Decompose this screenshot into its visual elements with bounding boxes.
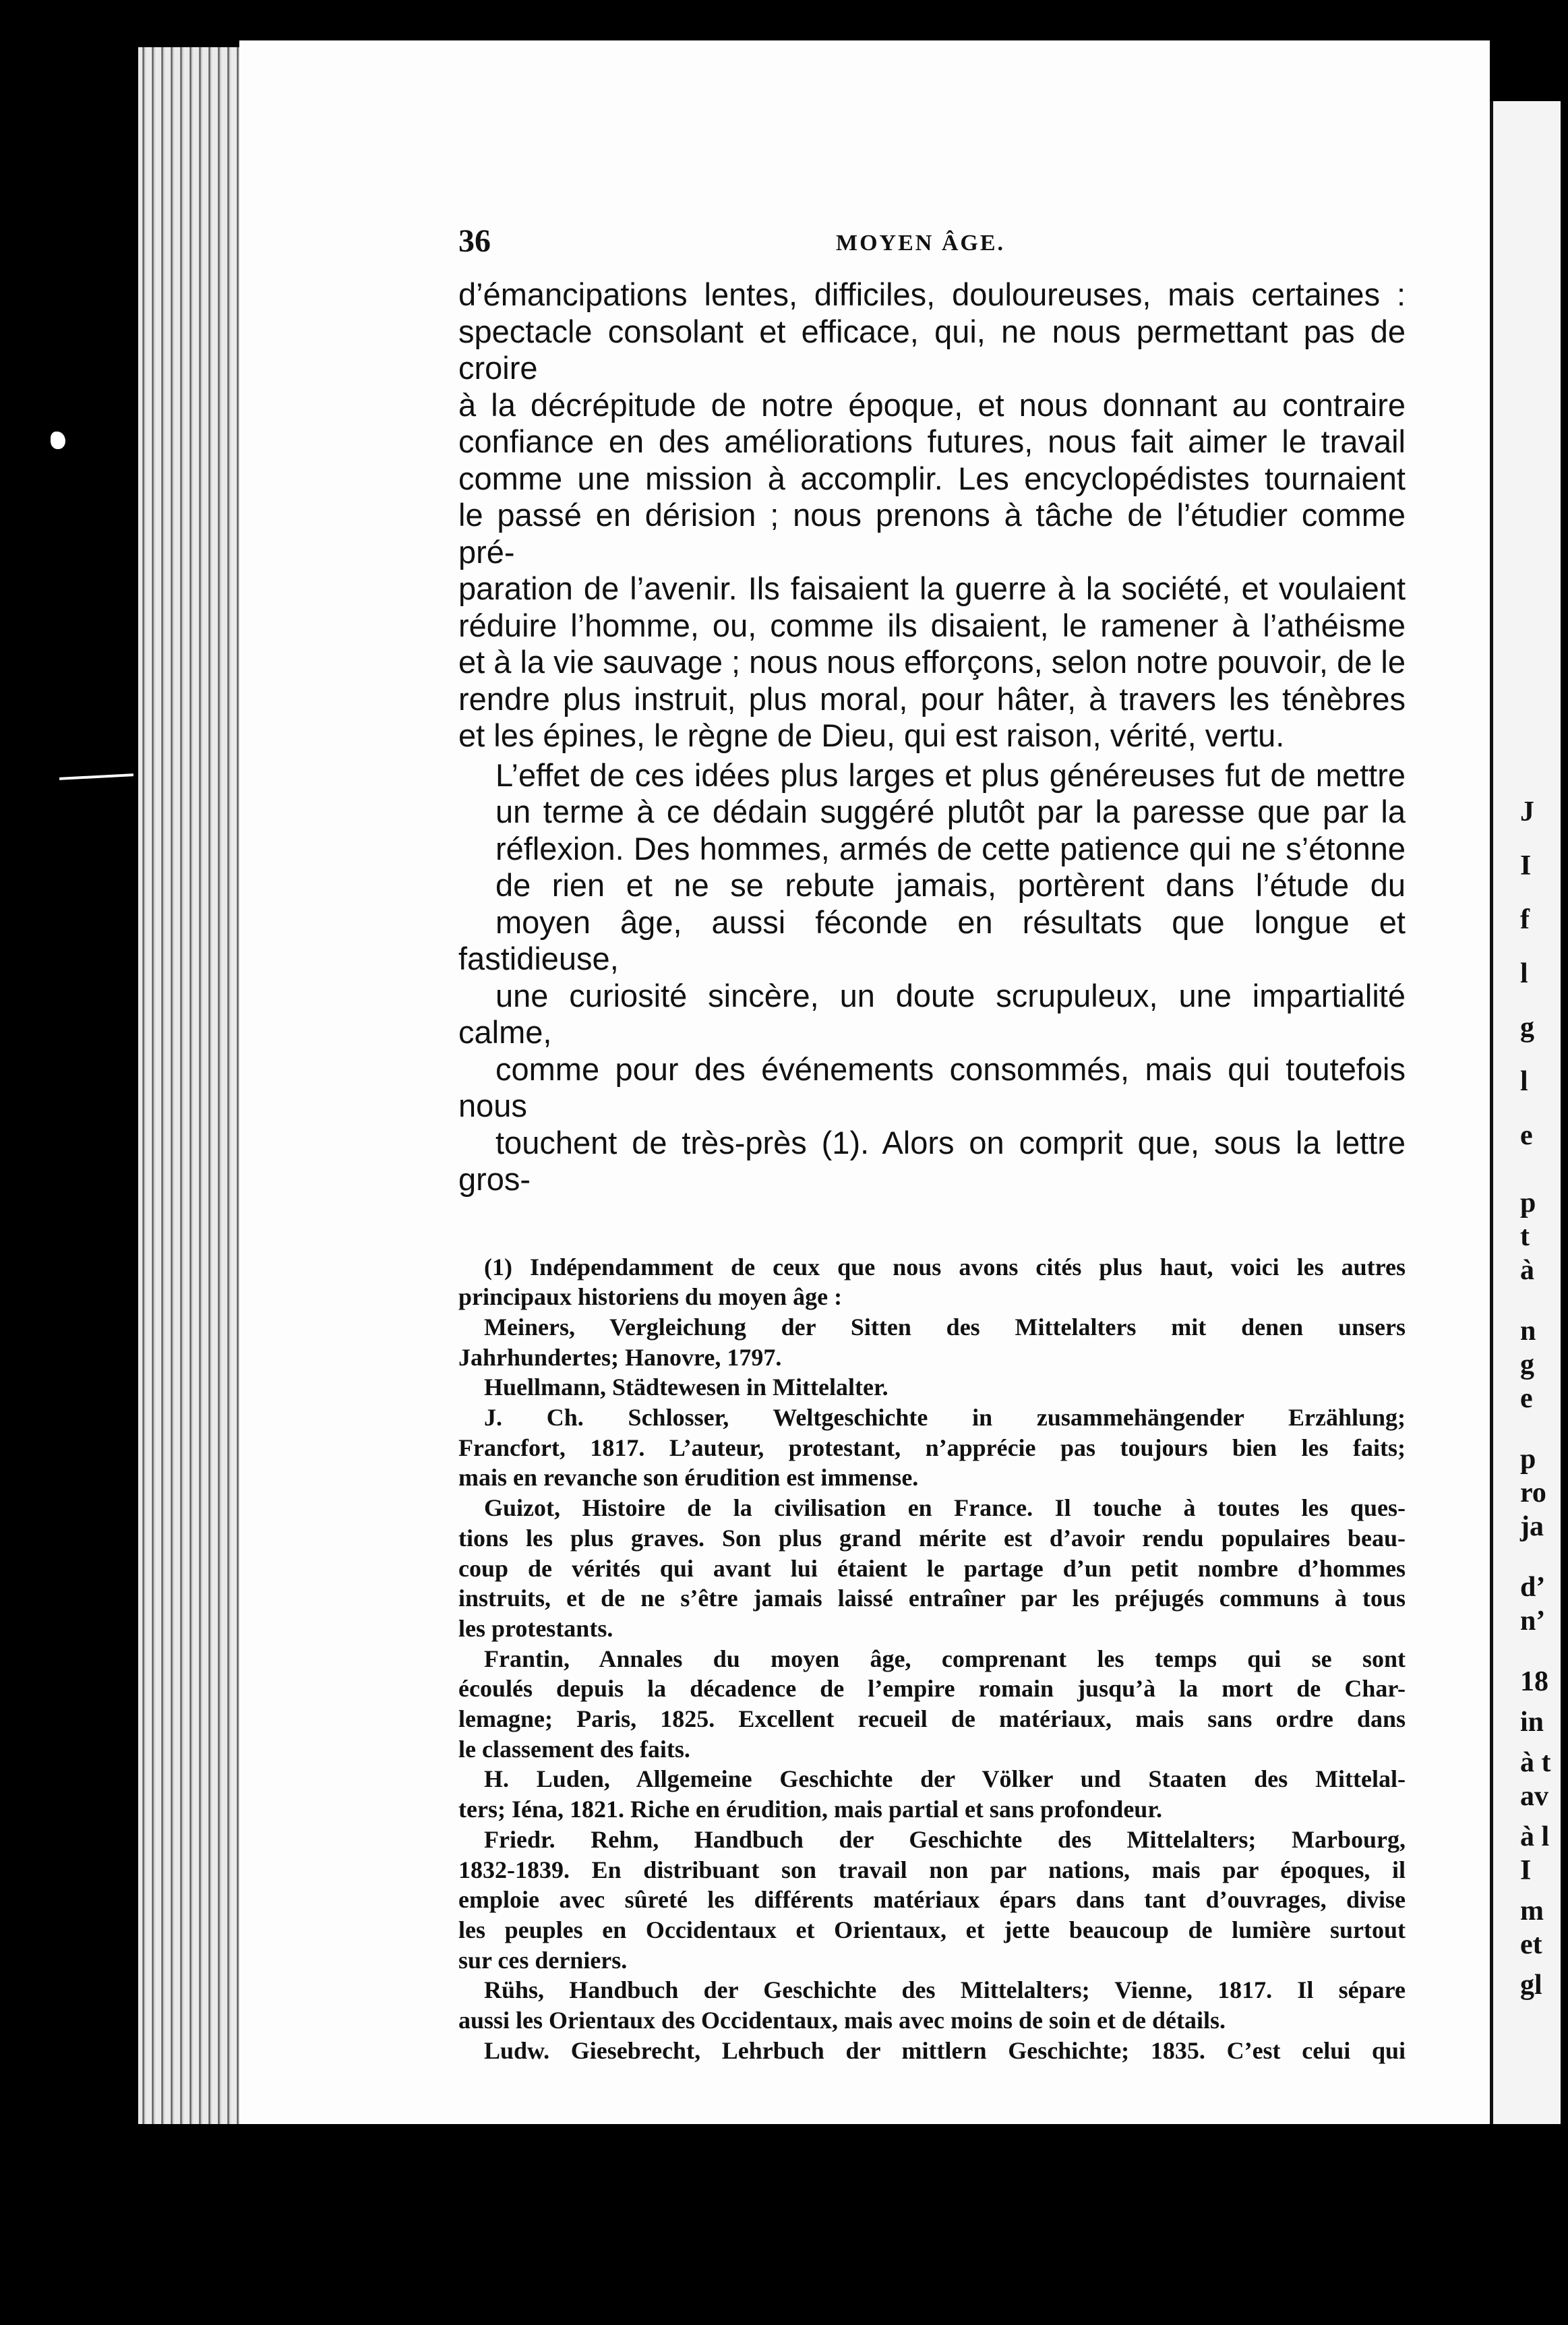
text-line: et à la vie sauvage ; nous nous efforçons, selon notre pouvoir, de le — [458, 644, 1406, 680]
bleed-fragment: l — [1520, 958, 1528, 989]
footnote-line: H. Luden, Allgemeine Geschichte der Völker und Staaten des Mittelal- — [484, 1765, 1406, 1793]
footnote-entry — [458, 2036, 1406, 2066]
footnote-line: Rühs, Handbuch der Geschichte des Mittelalters; Vienne, 1817. Il sépare — [484, 1976, 1406, 2004]
footnote-entry — [458, 1493, 1406, 1644]
text-line: à la décrépitude de notre époque, et nous donnant au contraire — [458, 386, 1406, 423]
footnote-line: tions les plus graves. Son plus grand mérite est d’avoir rendu populaires beau- — [458, 1524, 1406, 1552]
footnote-line: coup de vérités qui avant lui étaient le partage d’un petit nombre d’hommes — [458, 1554, 1406, 1582]
bleed-fragment: 18 — [1520, 1666, 1548, 1697]
bleed-fragment: ja — [1520, 1511, 1544, 1542]
bleed-fragment: g — [1520, 1012, 1534, 1043]
book-page-edges — [138, 47, 239, 2124]
bleed-fragment: I — [1520, 1855, 1532, 1886]
margin-blot — [51, 432, 65, 449]
text-line: une curiosité sincère, un doute scrupuleux, une impartialité calme, — [458, 977, 1406, 1050]
footnote-line: les peuples en Occidentaux et Orientaux, et jette beaucoup de lumière surtout — [458, 1916, 1406, 1943]
bleed-fragment: in — [1520, 1707, 1544, 1738]
footnote-line: Meiners, Vergleichung der Sitten des Mittelalters mit denen unsers — [484, 1313, 1406, 1341]
text-line: de rien et ne se rebute jamais, portèrent dans l’étude du — [495, 867, 1406, 903]
bleed-fragment: et — [1520, 1929, 1542, 1960]
text-line: d’émancipations lentes, difficiles, douloureuses, mais certaines : — [458, 276, 1406, 312]
bleed-fragment: g — [1520, 1349, 1534, 1380]
footnote-entry — [458, 1372, 1406, 1403]
bleed-fragment: I — [1520, 850, 1532, 881]
text-line: réflexion. Des hommes, armés de cette patience qui ne s’étonne — [495, 830, 1406, 866]
footnote-line: Frantin, Annales du moyen âge, comprenant les temps qui se sont — [484, 1645, 1406, 1672]
running-head: MOYEN ÂGE. — [836, 231, 1005, 256]
text-line: L’effet de ces idées plus larges et plus généreuses fut de mettre — [495, 757, 1406, 793]
text-line: rendre plus instruit, plus moral, pour hâter, à travers les ténèbres — [458, 680, 1406, 717]
footnote-intro — [458, 1252, 1406, 1312]
text-line: touchent de très-près (1). Alors on comprit que, sous la lettre gros- — [458, 1124, 1406, 1197]
footnotes — [458, 1252, 1406, 2066]
footnote-line: (1) Indépendamment de ceux que nous avons cités plus haut, voici les autres — [484, 1253, 1406, 1281]
footnote-line: Huellmann, Städtewesen in Mittelalter. — [484, 1374, 888, 1401]
bleed-fragment: n — [1520, 1316, 1536, 1347]
text-line: et les épines, le règne de Dieu, qui est raison, vérité, vertu. — [458, 717, 1285, 753]
footnote-line: mais en revanche son érudition est immense. — [458, 1464, 919, 1492]
paragraph-2 — [458, 757, 1406, 1198]
bleed-fragment: d’ — [1520, 1572, 1546, 1603]
footnote-line: écoulés depuis la décadence de l’empire romain jusqu’à la mort de Char- — [458, 1675, 1406, 1703]
bleed-fragment: p — [1520, 1187, 1536, 1218]
footnote-entry — [458, 1312, 1406, 1372]
footnote-line: sur ces derniers. — [458, 1946, 628, 1974]
text-line: comme une mission à accomplir. Les encyclopédistes tournaient — [458, 460, 1406, 496]
footnote-line: les protestants. — [458, 1614, 613, 1642]
footnote-line: Francfort, 1817. L’auteur, protestant, n’apprécie pas toujours bien les faits; — [458, 1434, 1406, 1461]
text-line: le passé en dérision ; nous prenons à tâche de l’étudier comme pré- — [458, 497, 1406, 570]
bleed-fragment: à t — [1520, 1747, 1551, 1778]
text-line: spectacle consolant et efficace, qui, ne nous permettant pas de croire — [458, 313, 1406, 386]
text-line: moyen âge, aussi féconde en résultats que longue et fastidieuse, — [458, 904, 1406, 976]
footnote-line: Jahrhundertes; Hanovre, 1797. — [458, 1343, 782, 1371]
footnote-line: instruits, et de ne s’être jamais laissé entraîner par les préjugés communs à tous — [458, 1585, 1406, 1612]
text-line: un terme à ce dédain suggéré plutôt par la paresse que par la — [495, 794, 1406, 829]
bleed-fragment: m — [1520, 1895, 1544, 1926]
footnote-line: Guizot, Histoire de la civilisation en France. Il touche à toutes les ques- — [484, 1494, 1406, 1522]
text-line: réduire l’homme, ou, comme ils disaient, le ramener à l’athéisme — [458, 607, 1406, 643]
text-line: comme pour des événements consommés, mais qui toutefois nous — [458, 1051, 1406, 1123]
bleed-fragment: J — [1520, 796, 1534, 827]
bleed-fragment: gl — [1520, 1970, 1542, 2001]
footnote-line: principaux historiens du moyen âge : — [458, 1283, 843, 1311]
bleed-fragment: p — [1520, 1444, 1536, 1475]
footnote-entry — [458, 1825, 1406, 1976]
footnote-line: Friedr. Rehm, Handbuch der Geschichte des Mittelalters; Marbourg, — [484, 1825, 1406, 1853]
footnote-entry — [458, 1403, 1406, 1493]
bleed-fragment: ro — [1520, 1477, 1546, 1508]
bleed-fragment: n’ — [1520, 1606, 1546, 1637]
footnote-entry — [458, 1764, 1406, 1824]
footnote-entries — [458, 1312, 1406, 2066]
bleed-fragment: à l — [1520, 1821, 1550, 1852]
bleed-fragment: t — [1520, 1221, 1530, 1252]
text-line: paration de l’avenir. Ils faisaient la guerre à la société, et voulaient — [458, 570, 1406, 606]
footnote-line: Ludw. Giesebrecht, Lehrbuch der mittlern Geschichte; 1835. C’est celui qui — [484, 2036, 1406, 2064]
footnote-line: aussi les Orientaux des Occidentaux, mais avec moins de soin et de détails. — [458, 2007, 1226, 2034]
footnote-line: J. Ch. Schlosser, Weltgeschichte in zusammehängender Erzählung; — [484, 1404, 1406, 1432]
footnote-line: emploie avec sûreté les différents matériaux épars dans tant d’ouvrages, divise — [458, 1886, 1406, 1914]
paragraph-1 — [458, 276, 1406, 755]
text-line: confiance en des améliorations futures, nous fait aimer le travail — [458, 423, 1406, 459]
bleed-fragment: à — [1520, 1255, 1534, 1286]
footnote-entry — [458, 1644, 1406, 1765]
page-text — [458, 223, 1406, 2065]
footnote-line: lemagne; Paris, 1825. Excellent recueil de matériaux, mais sans ordre dans — [458, 1705, 1406, 1733]
bleed-fragment: f — [1520, 904, 1530, 935]
footnote-line: ters; Iéna, 1821. Riche en érudition, mais partial et sans profondeur. — [458, 1796, 1162, 1823]
bleed-fragment: l — [1520, 1066, 1528, 1097]
bleed-fragment: av — [1520, 1781, 1548, 1812]
footnote-line: le classement des faits. — [458, 1735, 690, 1763]
page-header — [458, 223, 1406, 276]
footnote-line: 1832-1839. En distribuant son travail non par nations, mais par époques, il — [458, 1856, 1406, 1883]
page-number: 36 — [458, 223, 491, 259]
main-text — [458, 276, 1406, 1198]
footnote-entry — [458, 1975, 1406, 2035]
bleed-fragment: e — [1520, 1120, 1533, 1151]
bleed-fragment: e — [1520, 1383, 1533, 1414]
